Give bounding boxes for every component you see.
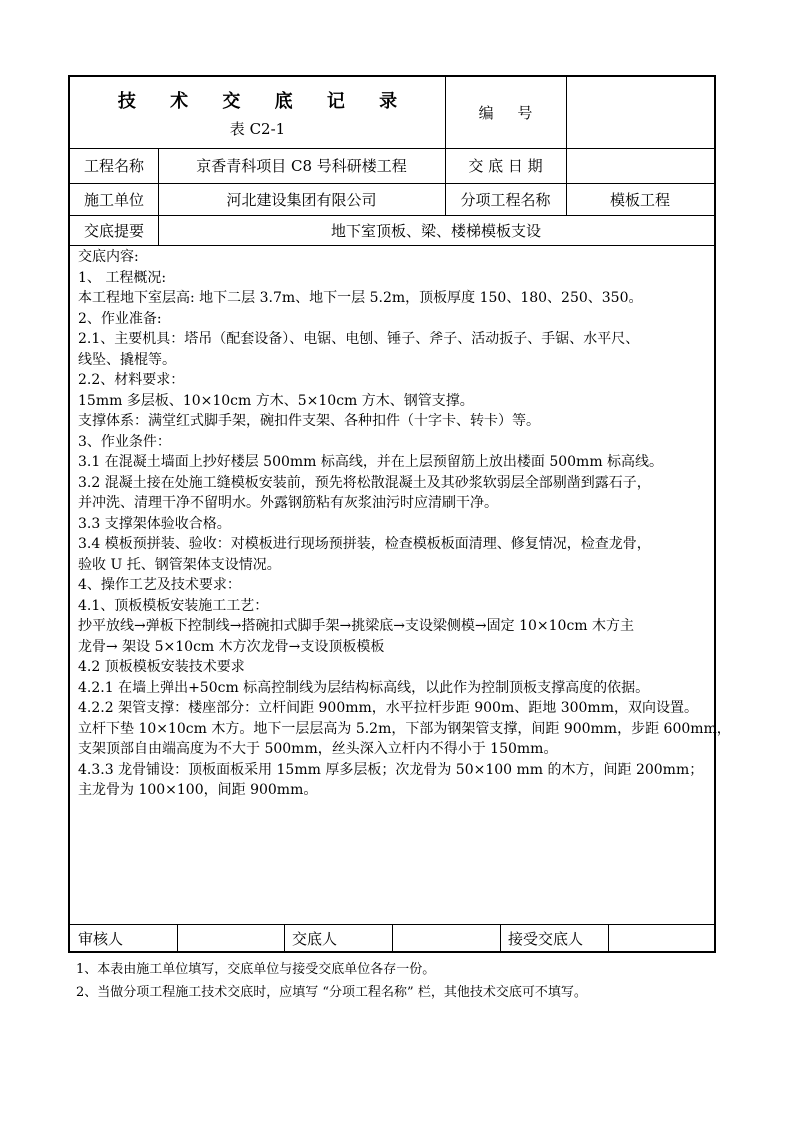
content-line: 主龙骨为 100×100，间距 900mm。 — [78, 782, 318, 798]
content-line: 支撑体系：满堂红式脚手架，碗扣件支架、各种扣件（十字卡、转卡）等。 — [78, 413, 540, 429]
reviewer-field[interactable] — [177, 924, 284, 953]
content-line: 4.2 顶板模板安装技术要求 — [78, 659, 245, 675]
content-line: 3.3 支撑架体验收合格。 — [78, 515, 231, 532]
discloser-label: 交底人 — [292, 930, 338, 948]
discloser-field[interactable] — [392, 924, 500, 953]
content-line: 2、作业准备: — [78, 310, 162, 327]
construction-unit-value[interactable]: 河北建设集团有限公司 — [226, 190, 377, 209]
note-line: 2、当做分项工程施工技术交底时，应填写 “分项工程名称” 栏，其他技术交底可不填写。 — [76, 985, 587, 1000]
content-line: 4.1、顶板模板安装施工工艺： — [78, 597, 269, 614]
reviewer-label: 审核人 — [78, 930, 124, 948]
project-name-value[interactable]: 京香青科项目 C8 号科研楼工程 — [196, 157, 407, 175]
content-line: 2.1、主要机具：塔吊（配套设备）、电锯、电刨、锤子、斧子、活动扳子、手锯、水平尺、 — [78, 331, 640, 347]
receiver-field[interactable] — [608, 924, 714, 953]
form-notes — [76, 958, 587, 1004]
disclosure-date-label: 交 底 日 期 — [468, 157, 543, 175]
content-line: 龙骨→ 架设 5×10cm 木方次龙骨→支设顶板模板 — [78, 638, 385, 655]
number-field[interactable] — [566, 77, 714, 148]
content-line: 本工程地下室层高: 地下二层 3.7m、地下一层 5.2m，顶板厚度 150、180、250、350。 — [78, 290, 643, 306]
content-line: 抄平放线→弹板下控制线→搭碗扣式脚手架→挑梁底→支设梁侧模→固定 10×10cm 木方主 — [78, 618, 635, 634]
summary-label: 交底提要 — [83, 221, 144, 240]
summary-value[interactable]: 地下室顶板、梁、楼梯模板支设 — [330, 221, 541, 240]
form-title: 技 术 交 底 记 录 — [117, 91, 412, 112]
number-label: 编 号 — [478, 104, 533, 122]
disclosure-content — [78, 247, 731, 801]
content-line: 立杆下垫 10×10cm 木方。地下一层层高为 5.2m，下部为钢架管支撑，间距 900mm，步距 600mm， — [78, 720, 731, 737]
content-line: 支架顶部自由端高度为不大于 500mm，丝头深入立杆内不得小于 150mm。 — [78, 741, 558, 757]
content-line: 15mm 多层板、10×10cm 方木、5×10cm 方木、钢管支撑。 — [78, 392, 474, 409]
disclosure-form — [68, 75, 731, 953]
content-line: 验收 U 托、钢管架体支设情况。 — [78, 556, 281, 573]
content-line: 并冲洗、清理干净不留明水。外露钢筋粘有灰浆油污时应清刷干净。 — [78, 495, 498, 511]
content-line: 4.3.3 龙骨铺设：顶板面板采用 15mm 厚多层板；次龙骨为 50×100 mm 的木方，间距 200mm； — [78, 761, 704, 778]
form-number: 表 C2-1 — [229, 119, 286, 138]
content-line: 3.2 混凝土接在处施工缝模板安装前，预先将松散混凝土及其砂浆软弱层全部剔凿到露石子， — [78, 474, 651, 491]
content-line: 4.2.1 在墙上弹出+50cm 标高控制线为层结构标高线，以此作为控制顶板支撑高度的依据。 — [78, 679, 650, 696]
note-line: 1、本表由施工单位填写，交底单位与接受交底单位各存一份。 — [76, 962, 436, 977]
content-line: 2.2、材料要求： — [78, 372, 185, 388]
sub-project-value[interactable]: 模板工程 — [609, 190, 670, 209]
content-line: 4.2.2 架管支撑：楼座部分：立杆间距 900mm，水平拉杆步距 900m、距地 300mm，双向设置。 — [78, 700, 698, 716]
project-name-label: 工程名称 — [83, 157, 144, 175]
content-line: 4、操作工艺及技术要求： — [78, 577, 241, 593]
sub-project-label: 分项工程名称 — [460, 190, 551, 209]
content-line: 交底内容: — [78, 249, 139, 265]
content-line: 3.4 模板预拼装、验收：对模板进行现场预拼装，检查模板板面清理、修复情况，检查龙骨， — [78, 536, 651, 552]
content-line: 线坠、撬棍等。 — [78, 351, 176, 368]
construction-unit-label: 施工单位 — [83, 190, 144, 209]
row-divider — [70, 245, 714, 246]
content-line: 3.1 在混凝土墙面上抄好楼层 500mm 标高线，并在上层预留筋上放出楼面 500mm 标高线。 — [78, 454, 664, 470]
content-line: 1、 工程概况: — [78, 269, 167, 286]
receiver-label: 接受交底人 — [508, 930, 584, 948]
content-line: 3、作业条件： — [78, 433, 171, 450]
disclosure-date-value[interactable] — [566, 148, 714, 183]
